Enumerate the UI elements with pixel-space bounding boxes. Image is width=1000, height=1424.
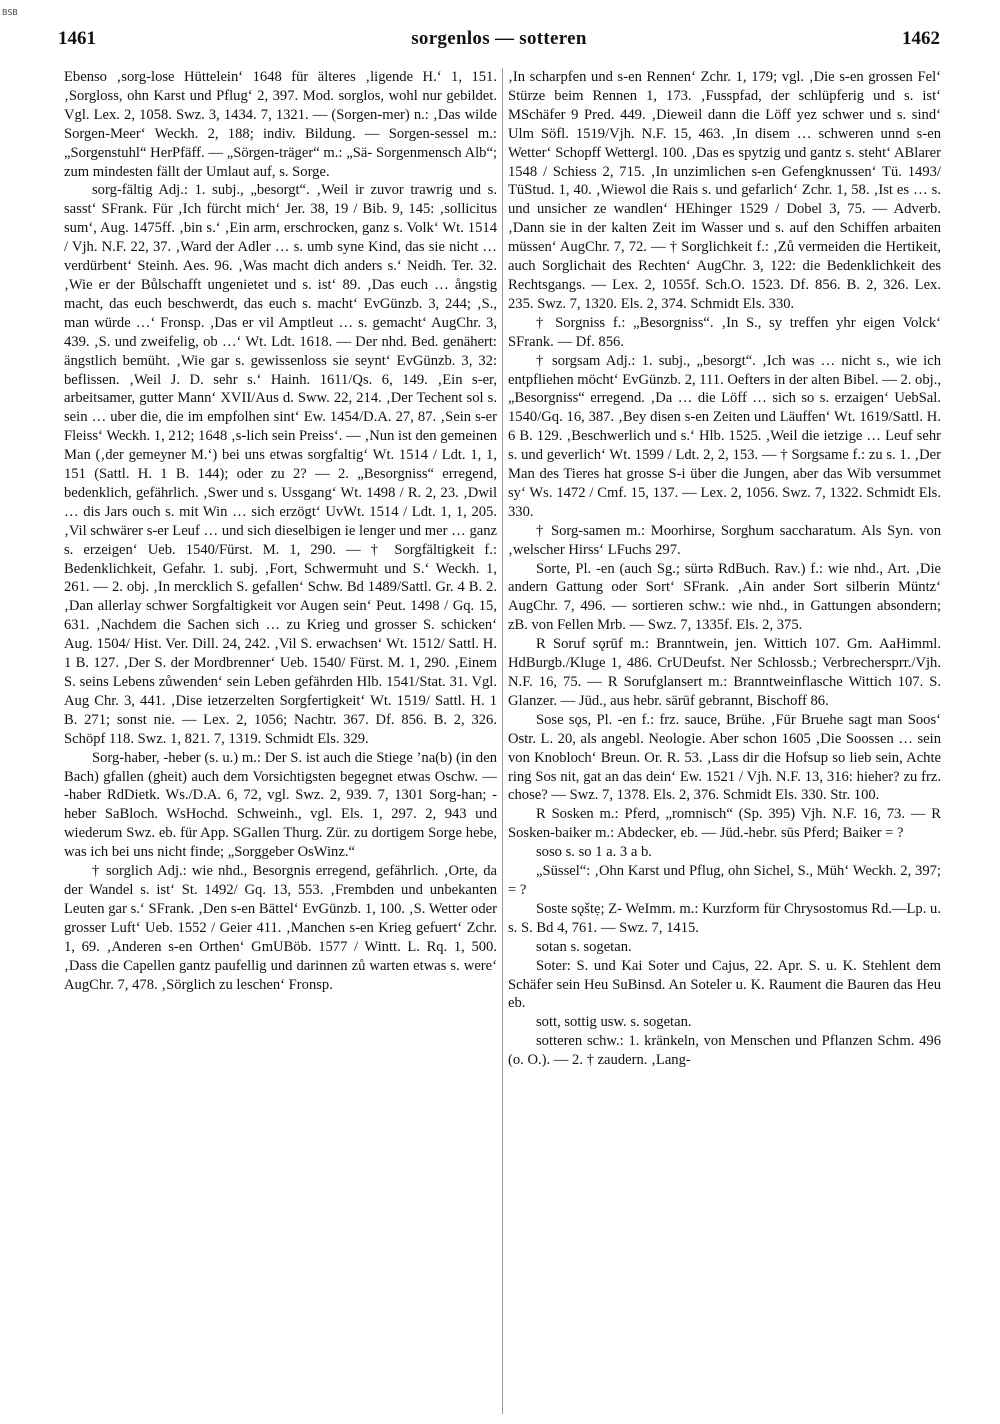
dictionary-entry: soso s. so 1 a. 3 a b. xyxy=(536,844,652,861)
dictionary-entry: Sose sǫs, Pl. -en f.: frz. sauce, Brühe. ‚Für Bruehe sagt man Soos‘ Ostr. L. 20, als angebl. Neologie. Aber schon 1605 ‚Die Soossen … sein von Knobloch‘ Breun. Or. R. 53. ‚Lass dir die Hofsup so lieb sein, Achte ring Sos nit, gat an das dein‘ Ew. 1521 / Vjh. N.F. 13, 316: hieher? zu frz. chose? — Swz. 7, 1378. Els. 2, 376. Schmidt Els. 330. Str. 100. xyxy=(508,711,941,804)
dictionary-entry: sotan s. sogetan. xyxy=(536,938,632,955)
dictionary-entry: † Sorgniss f.: „Besorgniss“. ‚In S., sy treffen yhr eigen Volck‘ SFrank. — Df. 856. xyxy=(508,314,941,350)
page-number-right: 1462 xyxy=(902,28,940,49)
dictionary-entry: R Soruf sǫrūf m.: Branntwein, jen. Wittich 107. Gm. AaHimml. HdBurgb./Kluge 1, 486. CrUDeufst. Ner Schlossb.; Verbrechersprr./Vjh. N.F. 16, 75. — R Sorufglansert m.: Branntweinflasche Wittich 107. S. Glanzer. — Jüd., aus hebr. särūf gebrannt, Bischoff 86. xyxy=(508,636,941,709)
left-column xyxy=(64,68,497,1413)
dictionary-entry: † Sorg-samen m.: Moorhirse, Sorghum saccharatum. Als Syn. von ‚welscher Hirss‘ LFuchs 297. xyxy=(508,522,941,558)
dictionary-entry: sott, sottig usw. s. sogetan. xyxy=(536,1014,692,1031)
page-number-left: 1461 xyxy=(58,28,96,49)
running-title: sorgenlos — sotteren xyxy=(411,28,587,49)
dictionary-entry: Soter: S. und Kai Soter und Cajus, 22. Apr. S. u. K. Stehlent dem Schäfer sein Heu SuBinsd. An Soteler u. K. Raument die Bauren das Heu eb. xyxy=(508,957,941,1012)
dictionary-entry: Sorte, Pl. -en (auch Sg.; sürtə RdBuch. Rav.) f.: wie nhd., Art. ‚Die andern Gattung oder Sort‘ SFrank. ‚Ain ander Sort silberin Müntz‘ AugChr. 7, 496. — sortieren schw.: wie nhd., in Gattungen absondern; zB. von Fellen Mrb. — Swz. 7, 1335f. Els. 2, 375. xyxy=(508,560,941,634)
library-stamp: BSB xyxy=(2,8,18,17)
dictionary-entry: ‚In scharpfen und s-en Rennen‘ Zchr. 1, 179; vgl. ‚Die s-en grossen Fel‘ Stürze beim Rennen 1, 173. ‚Fusspfad, der schlüpferig und s. ist‘ MSchäfer 9 Pred. 449. ‚Dieweil dann die Löff yez schwer und s. sind‘ Ulm Söfl. 1519/Vjh. N.F. 15, 463. ‚In disem … schweren unnd s-en Wetter‘ Schopff Wettergl. 100. ‚Das es spytzig und gantz s. steht‘ ABlarer 1548 / Schiess 2, 715. ‚In unzimlichen s-en Gefengknussen‘ Tü. 1493/ TüStud. 1, 40. ‚Wiewol die Rais s. und gefarlich‘ Zchr. 1, 58. ‚Ist es … s. und unsicher ze wandlen‘ HEhinger 1529 / Dobel 3, 75. — Adverb. ‚Dann sie in der kalten Zeit im Wasser und s. auf den Schiffen arbaiten müssen‘ AugChr. 7, 72. — † Sorglichkeit f.: ‚Zů vermeiden die Hertikeit, auch Sorglichait des Rechten‘ AugChr. 3, 122: die Bedenklichkeit des Rechtsgangs. — Lex. 2, 1055f. Sch.O. 1523. Df. 856. B. 2, 326. Lex. 235. Swz. 7, 1320. Els. 2, 374. Schmidt Els. 330. xyxy=(508,69,941,312)
dictionary-entry: „Süssel“: ‚Ohn Karst und Pflug, ohn Sichel, S., Müh‘ Weckh. 2, 397; = ? xyxy=(508,863,941,898)
dictionary-entry: Ebenso ‚sorg-lose Hüttelein‘ 1648 für älteres ‚ligende H.‘ 1, 151. ‚Sorgloss, ohn Karst und Pflug‘ 2, 397. Mod. sorglos, wohl nur gebildet. Vgl. Lex. 2, 1058. Swz. 3, 1434. 7, 1321. — (Sorgen-mer) n.: ‚Das wilde Sorgen-Meer‘ Weckh. 2, 188; indiv. Bildung. — Sorgen-sessel m.: „Sorgenstuhl“ HerPfäff. — „Sörgen-träger“ m.: „Sä- Sorgenmensch Alb“; zum mindesten fällt der Umlaut auf, s. Sorge. xyxy=(64,69,497,180)
dictionary-entry: sotteren schw.: 1. kränkeln, von Menschen und Pflanzen Schm. 496 (o. O.). — 2. † zaudern. ‚Lang- xyxy=(508,1033,941,1069)
page-header xyxy=(58,28,940,58)
dictionary-entry: sorg-fältig Adj.: 1. subj., „besorgt“. ‚Weil ir zuvor trawrig und s. sasst‘ SFrank. Für ‚Ich fürcht mich‘ Jer. 38, 19 / Bib. 9, 145: ‚sollicitus sum‘, Aug. 1475ff. ‚bin s.‘ ‚Ein arm, erschrocken, ganz s. Volk‘ Wt. 1514 / Vjh. N.F. 22, 37. ‚Ward der Adler … s. umb syne Kind, das sie nicht … verdürbent‘ Steinh. Aes. 96. ‚Was macht dich anders s.‘ Neidh. Ter. 32. ‚Wie er der Bůlschafft ungenietet und s. ist‘ 89. ‚Das euch … ångstig macht, das euch beschwerdt, das euch s. macht‘ EvGünzb. 3, 244; ‚S., man würde …‘ Fronsp. ‚Das er vil Amptleut … s. gemacht‘ AugChr. 3, 439. ‚S. und zweifelig, ob …‘ Wt. Ldt. 1618. — Der nhd. Bed. genähert: ängstlich bemüht. ‚Wie gar s. gewissenloss sie seynt‘ EvGünzb. 3, 32: beflissen. ‚Weil J. D. sehr s.‘ Hainh. 1611/Qs. 6, 149. ‚Ein s-er, arbeitsamer, gutter Mann‘ XVII/Aus d. Sww. 22, 214. ‚Der Techent sol s. sein … uber die, die im empfolhen sint‘ Ew. 1454/D.A. 27, 87. ‚Sein s-er Fleiss‘ Weckh. 1, 212; 1648 ‚s-lich sein Preiss‘. — ‚Nun ist den gemeinen Man (‚der gemeyner M.‘) bei uns etwas sorgfaltig‘ Wt. 1514 / Ldt. 1, 1, 151 (Sattl. H. 1 B. 144); oder zu 2? — 2. „Besorgniss“ erregend, bedenklich, gefährlich. ‚Swer und s. Ussgang‘ Wt. 1498 / R. 2, 23. ‚Dwil … dis Jars ouch s. mit Win … sich erzögt‘ UvWt. 1514 / Ldt. 1, 1, 205. ‚Vil schwärer s-er Leuf … und sich dieselbigen ie lenger und mer … ganz s. erzeigen‘ Ueb. 1540/Fürst. M. 1, 290. — † Sorgfältigkeit f.: Bedenklichkeit, Gefahr. 1. subj. ‚Fort, Schwermuht und S.‘ Weckh. 1, 261. — 2. obj. ‚In mercklich S. gefallen‘ Schw. Bd 1489/Sattl. Gr. 4 B. 2. ‚Dan allerlay schwer Sorgfaltigkeit vor Augen sein‘ Peut. 1498 / Gq. 15, 631. ‚Nachdem die Sachen sich … zu Krieg und grosser S. schicken‘ Aug. 1504/ Hist. Ver. Dill. 24, 242. ‚Vil S. erwachsen‘ Wt. 1512/ Sattl. H. 1 B. 127. ‚Der S. der Mordbrenner‘ Ueb. 1540/ Fürst. M. 1, 290. ‚Einem S. seins Lebens zůwenden‘ sein Leben gefährden Hlb. 1541/Stat. 31. Vgl. Aug Chr. 3, 441. ‚Dise ietzerzelten Sorgfertigkeit‘ Wt. 1519/ Sattl. H. 1 B. 271; sonst nie. — Lex. 2, 1056; Nachtr. 367. Df. 856. B. 2, 326. Schöpf 118. Swz. 1, 821. 7, 1319. Schmidt Els. 329. xyxy=(64,182,497,747)
dictionary-entry: Soste sǫštẹ; Z- WeImm. m.: Kurzform für Chrysostomus Rd.—Lp. u. s. S. Bd 4, 761. — Swz. 7, 1415. xyxy=(508,900,941,936)
dictionary-entry: R Sosken m.: Pferd, „romnisch“ (Sp. 395) Vjh. N.F. 16, 73. — R Sosken-baiker m.: Abdecker, eb. — Jüd.-hebr. sūs Pferd; Baiker = ? xyxy=(508,806,941,842)
dictionary-entry: † sorgsam Adj.: 1. subj., „besorgt“. ‚Ich was … nicht s., wie ich entpfliehen möcht‘ EvGünzb. 2, 111. Oefters in der alten Bibel. — 2. obj., „Besorgniss“ erregend. ‚Da … die Löff … sich so s. erzaigen‘ UebSal. 1540/Gq. 16, 387. ‚Bey disen s-en Zeiten und Läuffen‘ Wt. 1619/Sattl. H. 6 B. 129. ‚Beschwerlich und s.‘ Hlb. 1525. ‚Weil die ietzige … Leuf sehr s. und geverlich‘ Wt. 1599 / Ldt. 2, 2, 153. — † Sorgsame f.: zu s. 1. ‚Der Man des Tieres hat grosse S-i über die Jungen, aber das Wib versummet sy‘ Ws. 1472 / Cmf. 15, 137. — Lex. 2, 1056. Swz. 7, 1322. Schmidt Els. 330. xyxy=(508,352,941,520)
dictionary-entry: Sorg-haber, -heber (s. u.) m.: Der S. ist auch die Stiege ’na(b) (in den Bach) gfallen (gheit) auch dem Vorsichtigsten begegnet etwas Oschw. — -haber RdDietk. Ws./D.A. 6, 72, vgl. Swz. 2, 939. 7, 1301 Sorg-han; -heber SaBloch. WsHochd. Schweinh., vgl. Els. 1, 297. 2, 943 und wiederum Swz. eb. für App. SGallen Thurg. Zür. zu dortigem Sorge hebe, was ich bei uns nicht finde; „Sorggeber OsWinz.“ xyxy=(64,749,497,861)
column-divider xyxy=(502,68,503,1414)
right-column xyxy=(508,68,941,1413)
dictionary-entry: † sorglich Adj.: wie nhd., Besorgnis erregend, gefährlich. ‚Orte, da der Wandel s. ist‘ St. 1492/ Gq. 13, 553. ‚Frembden und unbekanten Leuten gar s.‘ SFrank. ‚Den s-en Bättel‘ EvGünzb. 1, 100. ‚S. Wetter oder grosser Luft‘ Ueb. 1552 / Geier 411. ‚Manchen s-en Krieg gefuert‘ Zchr. 1, 69. ‚Anderen s-en Orthen‘ GmUBöb. 1577 / Wintt. L. Rq. 1, 500. ‚Dass die Capellen gantz paufellig und darinnen zů warten etwas s. were‘ AugChr. 7, 478. ‚Sörglich zu leschen‘ Fronsp. xyxy=(64,863,497,993)
